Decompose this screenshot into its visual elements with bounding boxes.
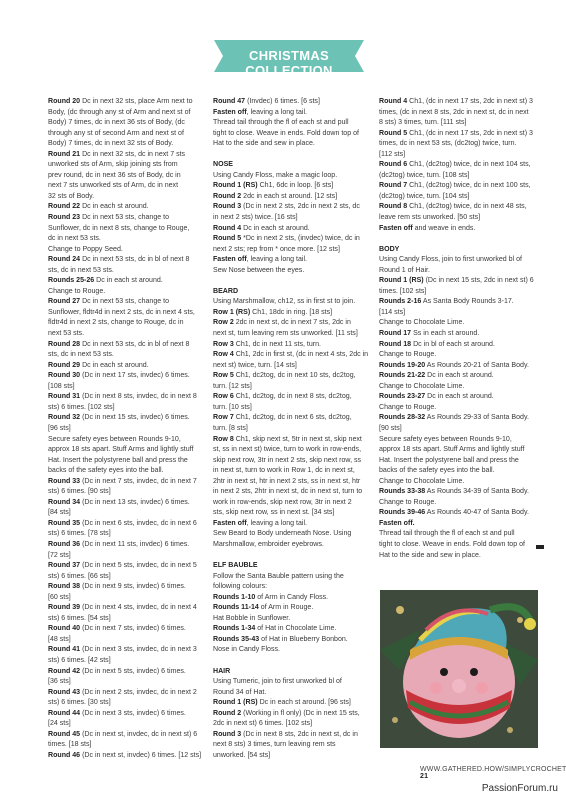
pattern-line: Change to Rouge. — [48, 287, 106, 295]
pattern-line: Round 4 Dc in each st around. — [213, 224, 310, 232]
pattern-line: Fasten off and weave in ends. — [379, 224, 476, 232]
pattern-line: Round 6 Ch1, (dc2tog) twice, dc in next 104 sts, — [379, 161, 531, 169]
pattern-line: Rounds 21-22 Dc in each st around. — [379, 372, 494, 380]
pattern-line: next st) twice, turn. [14 sts] — [213, 361, 297, 369]
pattern-line: [72 sts] — [48, 551, 71, 559]
pattern-line: tight to close. Weave in ends. Fold down top of — [213, 129, 359, 137]
pattern-line: sts) 6 times. [78 sts] — [48, 530, 111, 538]
pattern-line: Round 43 (Dc in next 2 sts, invdec, dc in next 2 — [48, 688, 197, 696]
pattern-line: [96 sts] — [48, 424, 71, 432]
pattern-line: Hat to the side and sew in place. — [379, 551, 481, 559]
pattern-line: Round 21 Dc in next 32 sts, dc in next 7 sts — [48, 150, 186, 158]
pattern-line: tight to close. Weave in ends. Fold down top of — [379, 540, 525, 548]
pattern-line: [108 sts] — [48, 382, 75, 390]
pattern-line: Round 44 (Dc in next 3 sts, invdec) 6 times. — [48, 709, 186, 717]
pattern-line: Rounds 1-10 of Arm in Candy Floss. — [213, 593, 329, 601]
pattern-line: Round 17 Ss in each st around. — [379, 330, 480, 338]
pattern-line: turn. [8 sts] — [213, 424, 248, 432]
pattern-line: Round 35 (Dc in next 6 sts, invdec, dc in next 6 — [48, 519, 197, 527]
pattern-line: Round 34 (Dc in next 13 sts, invdec) 6 times. — [48, 498, 190, 506]
column-3 — [379, 97, 539, 561]
pattern-line: Round 5 Ch1, (dc in next 17 sts, 2dc in next st) 3 — [379, 129, 533, 137]
elf-bauble-photo — [380, 590, 538, 748]
pattern-line: Row 4 Ch1, 2dc in first st, (dc in next 4 sts, 2dc in — [213, 351, 369, 359]
pattern-line: Follow the Santa Bauble pattern using the — [213, 572, 344, 580]
pattern-line: approx 18 sts apart. Stuff Arms and lightly stuff — [48, 446, 194, 454]
pattern-line: Sew Nose between the eyes. — [213, 266, 305, 274]
pattern-line: (dc2tog) twice, turn. [108 sts] — [379, 171, 470, 179]
pattern-line: Round 1 (RS) Ch1, 6dc in loop. [6 sts] — [213, 182, 334, 190]
spacer — [213, 551, 373, 562]
pattern-line: Round 3 (Dc in next 2 sts, 2dc in next 2 sts, dc — [213, 203, 360, 211]
banner-title: CHRISTMAS COLLECTION — [245, 48, 333, 78]
elf-bauble-image — [380, 590, 538, 748]
column-1 — [48, 97, 208, 761]
pattern-line: times. [18 sts] — [48, 741, 92, 749]
pattern-line: turn. [10 sts] — [213, 403, 252, 411]
pattern-line: Nose in Candy Floss. — [213, 646, 280, 654]
pattern-line: Round 47 (Invdec) 6 times. [6 sts] — [213, 98, 320, 105]
pattern-line: Fasten off, leaving a long tail. — [213, 519, 308, 527]
pattern-line: Secure safety eyes between Rounds 9-10, — [379, 435, 512, 443]
pattern-line: [90 sts] — [379, 424, 402, 432]
pattern-line: turn. [12 sts] — [213, 382, 252, 390]
pattern-line: Sunflower, fldtr4d in next 2 sts, dc in next 4 sts, — [48, 308, 195, 316]
pattern-line: Change to Rouge. — [379, 403, 437, 411]
pattern-line: Row 5 Ch1, dc2tog, dc in next 10 sts, dc2tog, — [213, 372, 356, 380]
section-heading: NOSE — [213, 161, 233, 169]
pattern-line: Fasten off, leaving a long tail. — [213, 256, 308, 264]
pattern-line: 2dc in next st) 6 times. [102 sts] — [213, 720, 313, 728]
pattern-line: approx 18 sts apart. Stuff Arms and lightly stuff — [379, 446, 525, 454]
pattern-line: Round 22 Dc in each st around. — [48, 203, 149, 211]
pattern-line: sts) 6 times. [102 sts] — [48, 403, 115, 411]
pattern-line: Sunflower, dc in next 8 sts, change to Rouge, — [48, 224, 190, 232]
pattern-line: 2htr in next st, htr in next 2 sts, ss in next st, htr — [213, 477, 361, 485]
pattern-line: Change to Rouge. — [379, 498, 437, 506]
pattern-line: Row 2 2dc in next st, dc in next 7 sts, 2dc in — [213, 319, 351, 327]
pattern-line: unworked sts of Arm, skip joining sts from — [48, 161, 178, 169]
pattern-line: Body) 7 times, dc in next 32 sts of Body. — [48, 140, 174, 148]
pattern-line: backs of the safety eyes into the ball. — [48, 467, 164, 475]
pattern-line: Round 41 (Dc in next 3 sts, invdec, dc in next 3 — [48, 646, 197, 654]
pattern-line: Hat to the side and sew in place. — [213, 140, 315, 148]
pattern-line: next st, turn leaving rem sts unworked. [11 sts] — [213, 330, 358, 338]
pattern-line: Round 3 (Dc in next 8 sts, 2dc in next st, dc in — [213, 730, 358, 738]
pattern-line: times, (dc in next 8 sts, 2dc in next st, dc in next — [379, 108, 529, 116]
footer-site: WWW.GATHERED.HOW/SIMPLYCROCHET — [420, 766, 566, 773]
pattern-line: Change to Chocolate Lime. — [379, 319, 465, 327]
pattern-line: Fasten off, leaving a long tail. — [213, 108, 308, 116]
pattern-line: Change to Rouge. — [379, 351, 437, 359]
pattern-line: Secure safety eyes between Rounds 9-10, — [48, 435, 181, 443]
pattern-line: unworked. [54 sts] — [213, 751, 271, 759]
pattern-line: Fasten off. — [379, 519, 415, 527]
pattern-line: Rounds 28-32 As Rounds 29-33 of Santa Body. — [379, 414, 529, 422]
section-heading: ELF BAUBLE — [213, 562, 258, 570]
pattern-line: Row 3 Ch1, dc in next 11 sts, turn. — [213, 340, 321, 348]
pattern-line: times, dc in next 53 sts, (dc2tog) twice, turn. — [379, 140, 517, 148]
pattern-line: Round 8 Ch1, (dc2tog) twice, dc in next 48 sts, — [379, 203, 527, 211]
section-banner — [214, 40, 364, 78]
pattern-line: Round 1 (RS) (Dc in next 15 sts, 2dc in next st) 6 — [379, 277, 534, 285]
pattern-line: sts) 6 times. [42 sts] — [48, 656, 111, 664]
pattern-line: Thread tail through the fl of each st and pull — [379, 530, 515, 538]
spacer — [213, 150, 373, 161]
pattern-line: Round 4 Ch1, (dc in next 17 sts, 2dc in next st) 3 — [379, 98, 533, 105]
pattern-line: Round 27 Dc in next 53 sts, change to — [48, 298, 170, 306]
pattern-line: fldtr4d in next 2 sts, change to Rouge, dc in — [48, 319, 184, 327]
pattern-line: leave rem sts unworked. [50 sts] — [379, 214, 481, 222]
pattern-line: Round 31 (Dc in next 8 sts, invdec, dc in next 8 — [48, 393, 197, 401]
pattern-line: 8 sts) 3 times, turn. [111 sts] — [379, 119, 467, 127]
pattern-line: Change to Chocolate Lime. — [379, 382, 465, 390]
page-footer — [420, 766, 566, 780]
pattern-line: Row 7 Ch1, dc2tog, dc in next 6 sts, dc2tog, — [213, 414, 352, 422]
pattern-line: Rounds 11-14 of Arm in Rouge. — [213, 604, 314, 612]
pattern-line: skip next row, 3tr in next 2 sts, skip next row, ss — [213, 456, 362, 464]
pattern-line: Row 6 Ch1, dc2tog, dc in next 8 sts, dc2tog, — [213, 393, 352, 401]
pattern-line: Using Candy Floss, join to first unworked bl of — [379, 256, 522, 264]
pattern-line: Round 29 Dc in each st around. — [48, 361, 149, 369]
spacer — [213, 276, 373, 287]
pattern-line: Body, (dc through any st of Arm and next st of — [48, 108, 191, 116]
section-heading: BODY — [379, 245, 400, 253]
pattern-line: Rounds 25-26 Dc in each st around. — [48, 277, 163, 285]
pattern-line: Thread tail through the fl of each st and pull — [213, 119, 349, 127]
pattern-line: sts) 6 times. [90 sts] — [48, 488, 111, 496]
pattern-line: sts, dc in next 53 sts. — [48, 266, 114, 274]
pattern-line: Change to Chocolate Lime. — [379, 477, 465, 485]
pattern-line: Rounds 23-27 Dc in each st around. — [379, 393, 494, 401]
pattern-line: dc in next 53 sts. — [48, 235, 101, 243]
column-2 — [213, 97, 373, 761]
pattern-line: Rounds 2-16 As Santa Body Rounds 3-17. — [379, 298, 514, 306]
pattern-line: Change to Poppy Seed. — [48, 245, 123, 253]
pattern-line: sts, dc in next 53 sts. — [48, 351, 114, 359]
pattern-line: Rounds 39-46 As Rounds 40-47 of Santa Body. — [379, 509, 529, 517]
pattern-line: Round 39 (Dc in next 4 sts, invdec, dc in next 4 — [48, 604, 197, 612]
spacer — [213, 656, 373, 667]
pattern-line: Round 1 (RS) Dc in each st around. [96 sts] — [213, 699, 351, 707]
pattern-line: next 8 sts) 3 times, turn leaving rem sts — [213, 741, 336, 749]
pattern-line: prev round, dc in next 36 sts of Body, dc in — [48, 171, 181, 179]
pattern-line: (dc2tog) twice, turn. [104 sts] — [379, 192, 470, 200]
pattern-line: backs of the safety eyes into the ball. — [379, 467, 495, 475]
pattern-line: 32 sts of Body. — [48, 192, 95, 200]
pattern-line: Round 7 Ch1, (dc2tog) twice, dc in next 100 sts, — [379, 182, 531, 190]
pattern-line: Round 46 (Dc in next st, invdec) 6 times. [12 sts] — [48, 751, 202, 759]
pattern-line: Round 24 Dc in next 53 sts, dc in bl of next 8 — [48, 256, 190, 264]
pattern-line: [24 sts] — [48, 720, 71, 728]
pattern-line: next 2 sts; rep from * once more. [12 sts] — [213, 245, 340, 253]
pattern-line: Rounds 1-34 of Hat in Chocolate Lime. — [213, 625, 337, 633]
pattern-line: in next 2 sts, 2htr in next st, dc in next st, turn to — [213, 488, 363, 496]
pattern-line: [114 sts] — [379, 308, 406, 316]
pattern-line: sts, skip next row, ss in next st. [34 sts] — [213, 509, 335, 517]
pattern-line: following colours: — [213, 583, 268, 591]
pattern-line: Round 23 Dc in next 53 sts, change to — [48, 214, 170, 222]
pattern-line: Hat. Insert the polystyrene ball and press the — [379, 456, 519, 464]
pattern-line: sts) 6 times. [30 sts] — [48, 699, 111, 707]
pattern-line: [84 sts] — [48, 509, 71, 517]
pattern-line: Using Marshmallow, ch12, ss in first st to join. — [213, 298, 356, 306]
pattern-line: Rounds 33-38 As Rounds 34-39 of Santa Body. — [379, 488, 529, 496]
pattern-line: Row 1 (RS) Ch1, 18dc in ring. [18 sts] — [213, 308, 333, 316]
pattern-line: Hat Bobble in Sunflower. — [213, 614, 291, 622]
pattern-line: Round 37 (Dc in next 5 sts, invdec, dc in next 5 — [48, 562, 197, 570]
pattern-line: Round 38 (Dc in next 9 sts, invdec) 6 times. — [48, 583, 186, 591]
section-heading: HAIR — [213, 667, 231, 675]
pattern-line: through any st of second Arm and next st of — [48, 129, 184, 137]
pattern-line: work in row-ends, skip next row, 3tr in next 2 — [213, 498, 352, 506]
pattern-line: Using Tumeric, join to first unworked bl of — [213, 678, 342, 686]
pattern-line: Round 32 (Dc in next 15 sts, invdec) 6 times. — [48, 414, 190, 422]
pattern-line: Round 2 2dc in each st around. [12 sts] — [213, 192, 338, 200]
pattern-line: Round 18 Dc in bl of each st around. — [379, 340, 495, 348]
pattern-line: Round 20 Dc in next 32 sts, place Arm next to — [48, 98, 193, 105]
pattern-line: Round 36 (Dc in next 11 sts, invdec) 6 times. — [48, 540, 190, 548]
pattern-line: sts) 6 times. [54 sts] — [48, 614, 111, 622]
pattern-line: in next st, turn to work in Row 1, dc in next st, — [213, 467, 355, 475]
pattern-line: next 53 sts. — [48, 330, 85, 338]
spacer — [379, 234, 539, 245]
pattern-line: Round 40 (Dc in next 7 sts, invdec) 6 times. — [48, 625, 186, 633]
pattern-line: Rounds 19-20 As Rounds 20-21 of Santa Body. — [379, 361, 529, 369]
pattern-line: Round 34 of Hat. — [213, 688, 267, 696]
pattern-line: [112 sts] — [379, 150, 406, 158]
pattern-line: Round 1 of Hair. — [379, 266, 430, 274]
pattern-line: Row 8 Ch1, skip next st, 5tr in next st, skip next — [213, 435, 362, 443]
pattern-line: st, ss in next st) twice, turn to work in row-ends, — [213, 446, 362, 454]
section-heading: BEARD — [213, 287, 239, 295]
pattern-line: Round 30 (Dc in next 17 sts, invdec) 6 times. — [48, 372, 190, 380]
pattern-line: Body) 7 times, dc in next 36 sts of Body, (dc — [48, 119, 185, 127]
pattern-line: [36 sts] — [48, 678, 71, 686]
pattern-line: Round 33 (Dc in next 7 sts, invdec, dc in next 7 — [48, 477, 197, 485]
pattern-line: next 7 sts unworked sts of Arm, dc in next — [48, 182, 179, 190]
pattern-line: Rounds 35-43 of Hat in Blueberry Bonbon. — [213, 635, 348, 643]
page-number: 21 — [420, 773, 429, 780]
pattern-line: times. [102 sts] — [379, 287, 427, 295]
pattern-line: Round 42 (Dc in next 5 sts, invdec) 6 times. — [48, 667, 186, 675]
pattern-line: Marshmallow, embroider eyebrows. — [213, 540, 324, 548]
pattern-line: Round 45 (Dc in next st, invdec, dc in next st) 6 — [48, 730, 198, 738]
pattern-line: Round 5 *Dc in next 2 sts, (invdec) twice, dc in — [213, 235, 360, 243]
pattern-line: [60 sts] — [48, 593, 71, 601]
pattern-line: Sew Beard to Body underneath Nose. Using — [213, 530, 352, 538]
watermark-text: PassionForum.ru — [481, 783, 558, 794]
pattern-line: Round 28 Dc in next 53 sts, dc in bl of next 8 — [48, 340, 190, 348]
pattern-line: Using Candy Floss, make a magic loop. — [213, 171, 338, 179]
pattern-line: Round 2 (Working in fl only) (Dc in next 15 sts, — [213, 709, 360, 717]
continue-arrow-icon — [536, 545, 544, 549]
pattern-line: in next 2 sts) twice. [16 sts] — [213, 214, 298, 222]
pattern-line: Hat. Insert the polystyrene ball and press the — [48, 456, 188, 464]
pattern-line: [48 sts] — [48, 635, 71, 643]
pattern-line: sts) 6 times. [66 sts] — [48, 572, 111, 580]
